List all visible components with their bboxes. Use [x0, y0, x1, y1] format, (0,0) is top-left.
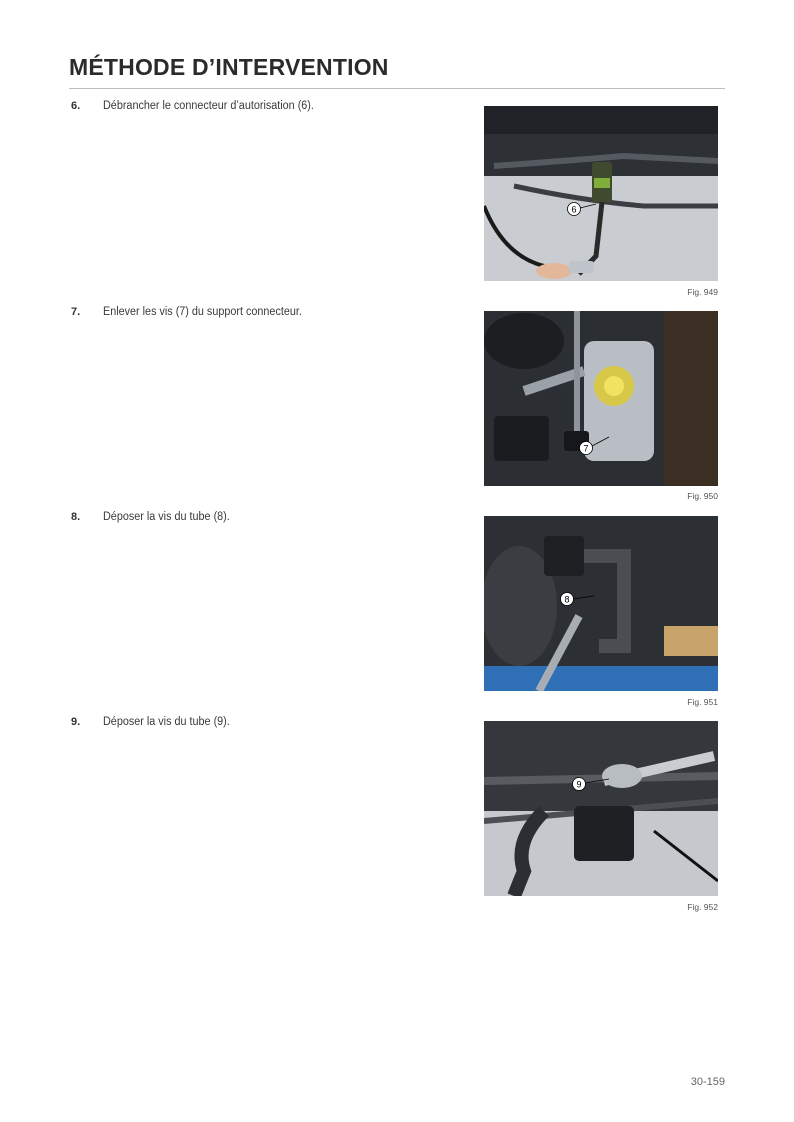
step-number: 8. — [71, 511, 81, 523]
title-divider — [69, 88, 725, 89]
step-instruction: Débrancher le connecteur d’autorisation (6). — [103, 100, 314, 112]
figure-caption: Fig. 952 — [687, 902, 718, 912]
callout-label: 9 — [576, 779, 582, 790]
step-instruction: Enlever les vis (7) du support connecteur. — [103, 306, 302, 318]
figure-caption: Fig. 949 — [687, 287, 718, 297]
callout-label: 6 — [571, 204, 577, 215]
step-number: 6. — [71, 100, 81, 112]
photo-tube-screw-8 — [484, 516, 718, 691]
figure-caption: Fig. 950 — [687, 491, 718, 501]
callout-label: 8 — [564, 594, 570, 605]
page-title: MÉTHODE D’INTERVENTION — [69, 54, 389, 80]
page-number: 30-159 — [690, 1076, 725, 1088]
callout-label: 7 — [583, 443, 589, 454]
step-instruction: Déposer la vis du tube (9). — [103, 716, 230, 728]
photo-connector — [484, 106, 718, 281]
photo-connector-bracket — [484, 311, 718, 486]
photo-tube-screw-9 — [484, 721, 718, 896]
step-instruction: Déposer la vis du tube (8). — [103, 511, 230, 523]
step-number: 7. — [71, 306, 81, 318]
figure-caption: Fig. 951 — [687, 697, 718, 707]
step-number: 9. — [71, 716, 81, 728]
